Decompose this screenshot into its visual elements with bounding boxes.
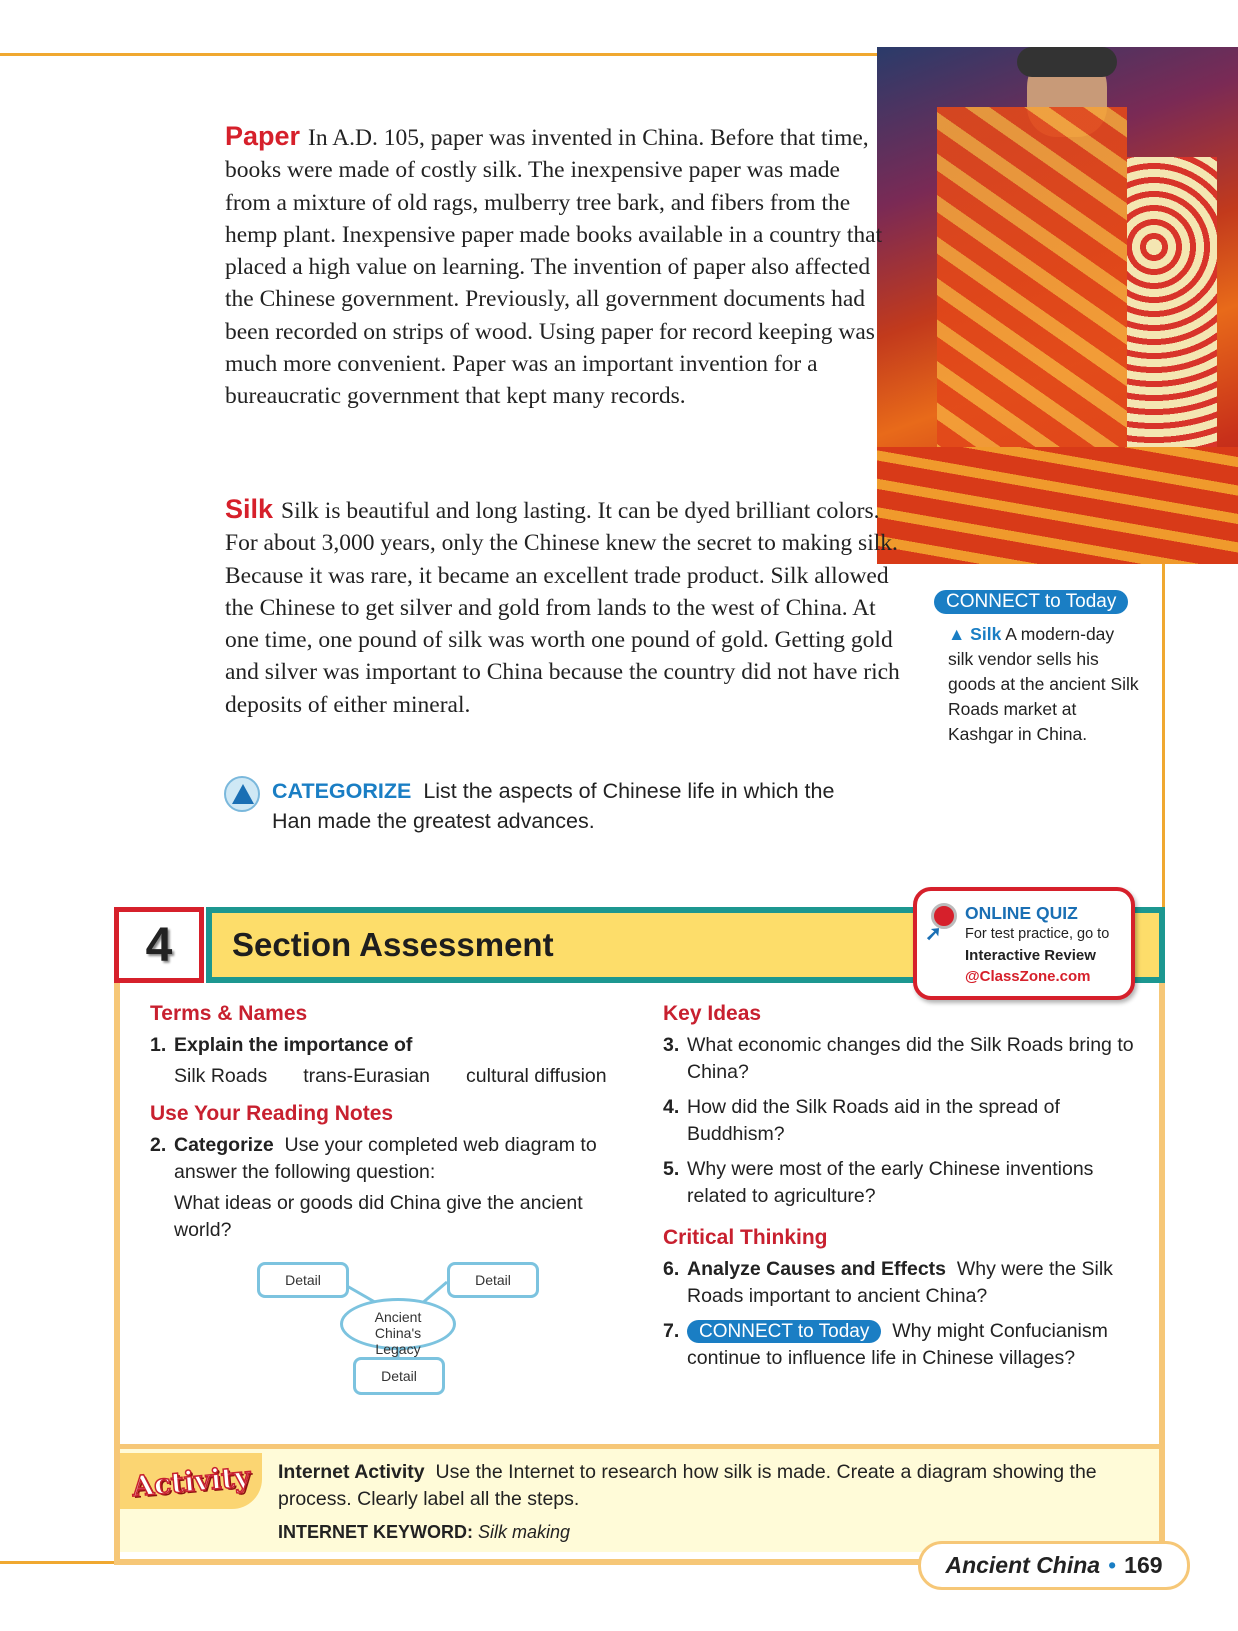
activity-logo: Activity [120, 1453, 262, 1509]
caption-text [934, 622, 1139, 747]
question-4: 4. How did the Silk Roads aid in the spread of Buddhism? [663, 1096, 1060, 1145]
terms-heading: Terms & Names [150, 1002, 308, 1025]
silk-heading: Silk [225, 494, 274, 524]
caption-body: A modern-day silk vendor sells his goods at the ancient Silk Roads market at Kashgar in China. [948, 624, 1139, 744]
question-3: 3. What economic changes did the Silk Roads bring to China? [663, 1034, 1134, 1083]
critical-heading: Critical Thinking [663, 1226, 828, 1249]
silk-vendor-photo [877, 47, 1238, 564]
page-number: 169 [1124, 1552, 1163, 1578]
activity-bar [120, 1444, 1159, 1552]
left-column [150, 1002, 610, 1244]
term: cultural diffusion [466, 1065, 607, 1087]
quiz-line2: Interactive Review [965, 947, 1096, 964]
section-number: 4 [119, 912, 199, 978]
connect-today-badge: CONNECT to Today [934, 590, 1128, 614]
paper-text: In A.D. 105, paper was invented in China. Before that time, books were made of costly silk. The inexpensive paper was made from a mixture of old rags, mulberry tree bark, and fibers from the hemp plant. Inexpensive paper made books available in a country that placed a high value on learning. The invention of paper also affected the Chinese government. Previously, all government documents had been recorded on strips of wood. Using paper for record keeping was much more convenient. Paper was an important invention for a bureaucratic government that kept many records. [225, 125, 883, 410]
activity-text: Use the Internet to research how silk is made. Create a diagram showing the process. Clearly label all the steps. [278, 1461, 1097, 1510]
paper-paragraph [225, 120, 885, 413]
terms-list [150, 1065, 610, 1088]
categorize-text: List the aspects of Chinese life in which the Han made the greatest advances. [272, 779, 835, 833]
notes-heading: Use Your Reading Notes [150, 1102, 394, 1125]
footer-bullet: • [1108, 1552, 1117, 1578]
question-2: 2. Categorize Use your completed web diagram to answer the following question: [150, 1134, 597, 1183]
section-number-box [114, 907, 204, 983]
categorize-prompt [224, 776, 904, 836]
online-quiz-link[interactable] [913, 887, 1135, 1000]
quiz-line3: @ClassZone.com [965, 968, 1091, 985]
triangle-icon [224, 776, 260, 812]
detail-box: Detail [447, 1262, 539, 1298]
detail-box: Detail [257, 1262, 349, 1298]
term: trans-Eurasian [303, 1065, 431, 1087]
question-5: 5. Why were most of the early Chinese inventions related to agriculture? [663, 1158, 1094, 1207]
page-footer [918, 1541, 1190, 1590]
question-6: 6. Analyze Causes and Effects Why were the Silk Roads important to ancient China? [663, 1258, 1113, 1307]
right-column [663, 1002, 1143, 1376]
quiz-line1: For test practice, go to [965, 926, 1110, 942]
key-ideas-heading: Key Ideas [663, 1002, 762, 1025]
quiz-title: ONLINE QUIZ [965, 903, 1078, 923]
chapter-name: Ancient China [945, 1552, 1101, 1578]
internet-keyword: INTERNET KEYWORD: Silk making [278, 1522, 571, 1542]
center-oval: Ancient China's Legacy [340, 1298, 456, 1350]
silk-paragraph [225, 493, 905, 721]
activity-title: Internet Activity [278, 1461, 425, 1483]
question-2-prompt: What ideas or goods did China give the ancient world? [174, 1192, 583, 1241]
detail-box: Detail [353, 1357, 445, 1395]
question-1: 1. Explain the importance of [150, 1034, 413, 1056]
photo-caption [934, 590, 1154, 747]
question-7: 7. CONNECT to Today Why might Confucianism continue to influence life in Chinese villages? [663, 1320, 1108, 1369]
silk-text: Silk is beautiful and long lasting. It can be dyed brilliant colors. For about 3,000 years, only the Chinese knew the secret to making silk. Because it was rare, it became an excellent trade product. Silk allowed the Chinese to get silver and gold from lands to the west of China. At one time, one pound of silk was worth one pound of gold. Getting gold and silver was important to China because the country did not have rich deposits of either mineral. [225, 498, 900, 718]
web-diagram [255, 1260, 545, 1400]
mouse-click-icon: ➚ [925, 903, 961, 939]
categorize-label: CATEGORIZE [272, 779, 412, 803]
paper-heading: Paper [225, 121, 301, 151]
section-title: Section Assessment [212, 913, 1159, 977]
caption-title: ▲ Silk [948, 624, 1002, 644]
connect-today-badge: CONNECT to Today [687, 1320, 881, 1343]
term: Silk Roads [174, 1065, 268, 1087]
